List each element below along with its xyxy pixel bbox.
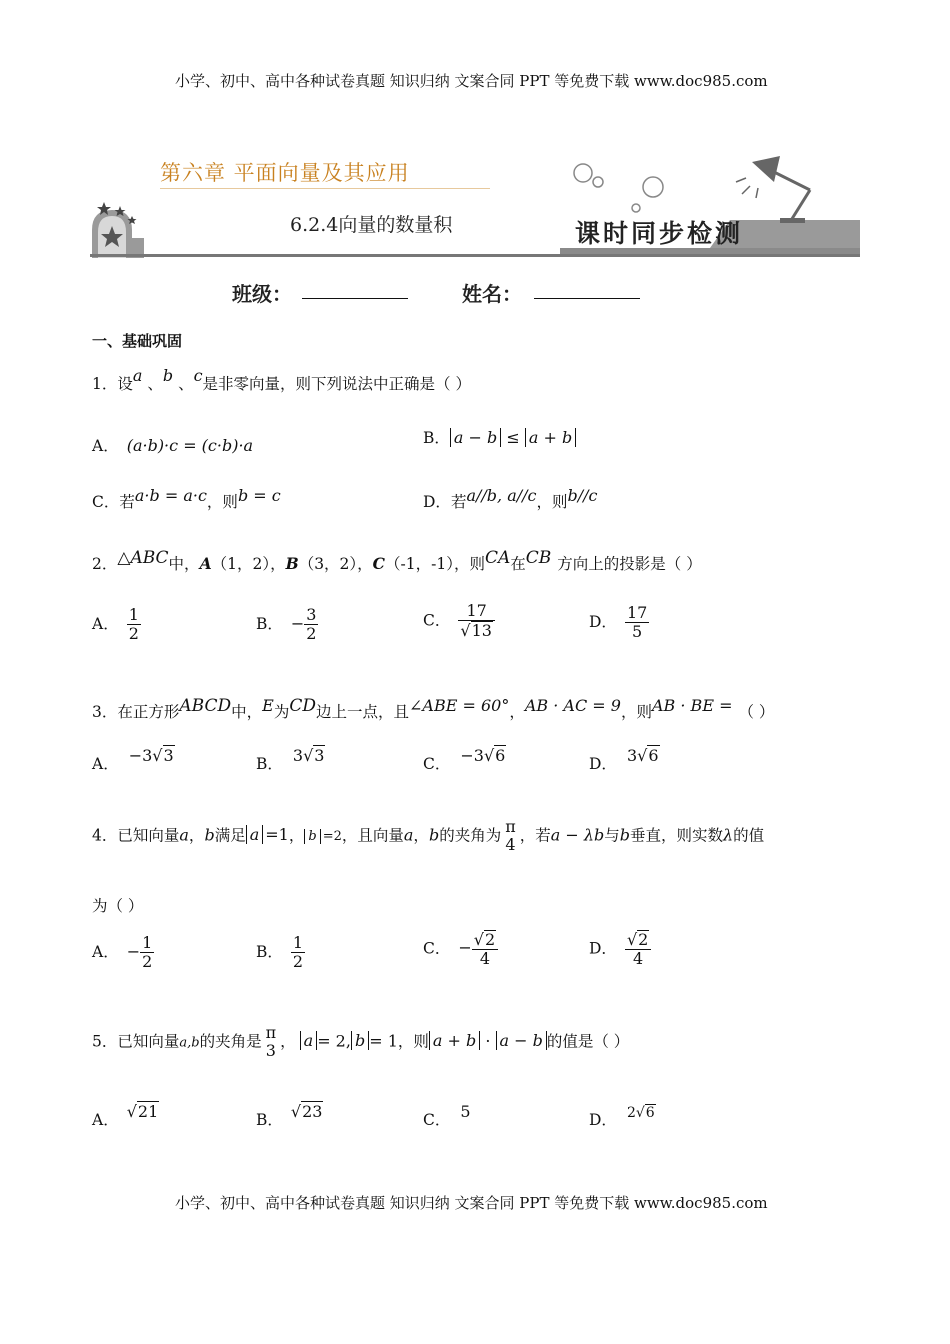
badge-text: 课时同步检测	[575, 219, 744, 248]
q4-option-c[interactable]: C． − $\frac{√2}{4}$	[423, 930, 498, 969]
q3-option-b[interactable]: B． 3√3	[256, 746, 325, 773]
q5-option-a[interactable]: A． √21	[92, 1102, 159, 1129]
section-heading: 一、基础巩固	[92, 332, 183, 350]
class-label: 班级：	[232, 282, 292, 306]
class-field[interactable]	[302, 298, 408, 299]
star-badge-icon	[92, 202, 144, 258]
q4-option-a[interactable]: A． − $\frac{1}{2}$	[92, 933, 153, 972]
q2-option-a[interactable]: A． $\frac{1}{2}$	[92, 605, 139, 644]
chapter-banner	[90, 130, 860, 260]
desk-lamp-icon	[736, 156, 810, 223]
q4-option-d[interactable]: D． $\frac{√2}{4}$	[589, 930, 651, 969]
lesson-title: 6.2.4向量的数量积	[290, 214, 453, 236]
q1-option-d[interactable]: D．若a//b, a//c，则b//c	[423, 486, 598, 511]
q3-option-d[interactable]: D． 3√6	[589, 746, 659, 773]
q5-option-d[interactable]: D． 2√6	[589, 1105, 655, 1129]
question-2: 2．△ABC中，A（1，2），B（3，2），C（-1，-1），则CA在CB 方向上的投影是（ ）	[92, 548, 702, 573]
name-field[interactable]	[534, 298, 640, 299]
q5-option-b[interactable]: B． √23	[256, 1102, 323, 1129]
q3-option-a[interactable]: A． −3√3	[92, 746, 174, 773]
question-3: 3．在正方形ABCD中，E为CD边上一点，且∠ABE = 60°，AB · AC = 9，则AB · BE = （ ）	[92, 696, 775, 721]
q2-option-b[interactable]: B． − $\frac{3}{2}$	[256, 605, 317, 644]
q3-option-c[interactable]: C． −3√6	[423, 746, 506, 773]
q1-option-c[interactable]: C．若a·b = a·c，则b = c	[92, 486, 281, 511]
question-1: 1．设a 、b 、c是非零向量，则下列说法中正确是（ ）	[92, 366, 471, 393]
header-watermark: 小学、初中、高中各种试卷真题 知识归纳 文案合同 PPT 等免费下载 www.doc985.com	[175, 72, 768, 90]
question-4: 4．已知向量a，b满足 a =1， b =2，且向量a，b的夹角为 π 4 ，若a − λb与b垂直，则实数λ的值	[92, 817, 765, 855]
q4-option-b[interactable]: B． $\frac{1}{2}$	[256, 933, 304, 972]
banner-graphic	[90, 130, 860, 260]
q2-option-d[interactable]: D． $\frac{17}{5}$	[589, 603, 648, 642]
q2-option-c[interactable]: C． $\frac{17}{√13}$	[423, 602, 495, 641]
name-label: 姓名：	[462, 282, 522, 306]
question-5: 5．已知向量a,b的夹角是 π 3 ， a = 2, b = 1，则 a + b · a − b 的值是（ ）	[92, 1023, 630, 1061]
q5-option-c[interactable]: C． 5	[423, 1102, 471, 1129]
q1-option-a[interactable]: A． (a·b)·c = (c·b)·a	[92, 436, 254, 455]
question-4-line-2: 为（ ）	[92, 897, 144, 915]
footer-watermark: 小学、初中、高中各种试卷真题 知识归纳 文案合同 PPT 等免费下载 www.doc985.com	[175, 1194, 768, 1212]
q1-option-b[interactable]: B． a − b ≤ a + b	[423, 426, 576, 448]
chapter-title: 第六章 平面向量及其应用	[160, 161, 410, 185]
